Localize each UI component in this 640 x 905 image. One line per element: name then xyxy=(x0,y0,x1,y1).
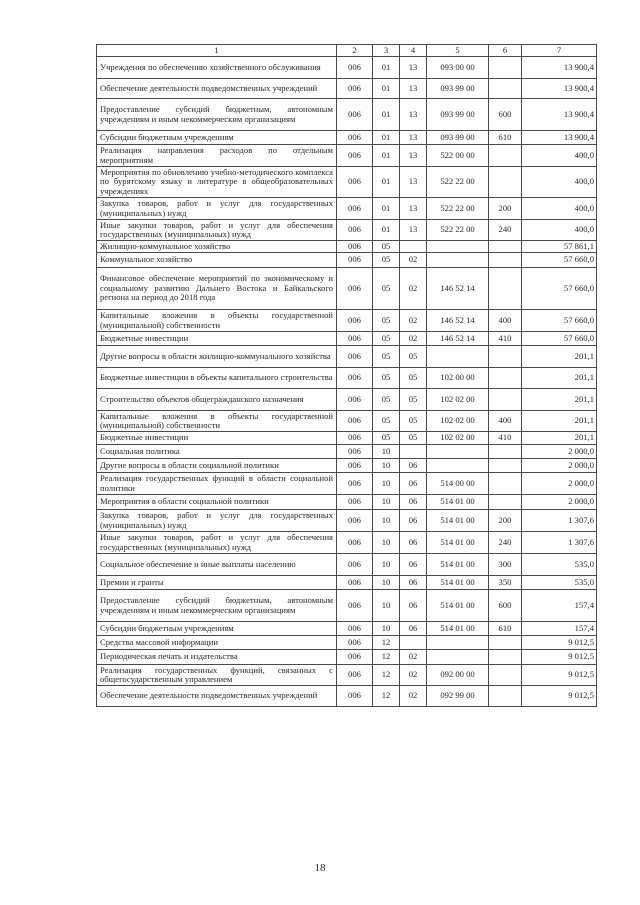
table-row xyxy=(97,432,597,445)
row-amount: 13 900,4 xyxy=(522,131,597,145)
row-subsection: 06 xyxy=(400,495,427,510)
table-row xyxy=(97,253,597,268)
row-expense-type xyxy=(489,253,522,268)
row-target-article: 102 02 00 xyxy=(427,389,489,411)
table-row xyxy=(97,576,597,590)
row-name: Другие вопросы в области жилищно-коммунального хозяйства xyxy=(97,346,337,368)
row-section: 01 xyxy=(373,220,400,241)
row-subsection: 13 xyxy=(400,220,427,241)
row-admin-code: 006 xyxy=(337,622,373,636)
row-subsection: 06 xyxy=(400,590,427,622)
row-expense-type xyxy=(489,145,522,167)
table-row xyxy=(97,145,597,167)
row-name: Бюджетные инвестиции xyxy=(97,432,337,445)
table-row xyxy=(97,131,597,145)
row-name: Учреждения по обеспечению хозяйственного обслуживания xyxy=(97,57,337,79)
row-name: Субсидии бюджетным учреждениям xyxy=(97,131,337,145)
row-amount: 201,1 xyxy=(522,346,597,368)
row-amount: 9 012,5 xyxy=(522,650,597,665)
table-row xyxy=(97,198,597,220)
row-admin-code: 006 xyxy=(337,79,373,99)
row-expense-type: 600 xyxy=(489,99,522,131)
row-section: 01 xyxy=(373,99,400,131)
row-name: Бюджетные инвестиции xyxy=(97,332,337,346)
row-target-article xyxy=(427,459,489,473)
row-section: 10 xyxy=(373,495,400,510)
row-expense-type xyxy=(489,495,522,510)
row-admin-code: 006 xyxy=(337,389,373,411)
row-expense-type: 350 xyxy=(489,576,522,590)
row-subsection: 05 xyxy=(400,432,427,445)
header-cell-6: 6 xyxy=(489,45,522,57)
row-target-article: 522 22 00 xyxy=(427,167,489,198)
row-target-article: 146 52 14 xyxy=(427,332,489,346)
row-name: Предоставление субсидий бюджетным, автономным учреждениям и иным некоммерческим организациям xyxy=(97,590,337,622)
row-amount: 57 660,0 xyxy=(522,332,597,346)
row-expense-type xyxy=(489,445,522,459)
header-cell-3: 3 xyxy=(373,45,400,57)
row-section: 05 xyxy=(373,432,400,445)
row-name: Обеспечение деятельности подведомственных учреждений xyxy=(97,686,337,707)
row-admin-code: 006 xyxy=(337,332,373,346)
row-admin-code: 006 xyxy=(337,554,373,576)
table-row xyxy=(97,459,597,473)
row-name: Жилищно-коммунальное хозяйство xyxy=(97,241,337,253)
row-subsection: 06 xyxy=(400,554,427,576)
table-row xyxy=(97,346,597,368)
row-section: 05 xyxy=(373,310,400,332)
table-row xyxy=(97,332,597,346)
row-subsection: 13 xyxy=(400,79,427,99)
row-section: 10 xyxy=(373,459,400,473)
row-target-article: 514 01 00 xyxy=(427,576,489,590)
row-target-article: 093 99 00 xyxy=(427,79,489,99)
row-target-article: 093 99 00 xyxy=(427,99,489,131)
row-admin-code: 006 xyxy=(337,532,373,554)
row-name: Иные закупки товаров, работ и услуг для обеспечения государственных (муниципальных) нужд xyxy=(97,220,337,241)
row-subsection: 02 xyxy=(400,650,427,665)
row-name: Бюджетные инвестиции в объекты капитального строительства xyxy=(97,368,337,389)
row-name: Иные закупки товаров, работ и услуг для обеспечения государственных (муниципальных) нужд xyxy=(97,532,337,554)
row-target-article: 102 02 00 xyxy=(427,411,489,432)
row-name: Коммунальное хозяйство xyxy=(97,253,337,268)
row-section: 12 xyxy=(373,636,400,650)
row-admin-code: 006 xyxy=(337,411,373,432)
row-amount: 201,1 xyxy=(522,389,597,411)
row-amount: 2 000,0 xyxy=(522,473,597,495)
row-subsection: 13 xyxy=(400,145,427,167)
row-target-article xyxy=(427,253,489,268)
page-number: 18 xyxy=(314,862,326,874)
row-admin-code: 006 xyxy=(337,99,373,131)
table-row xyxy=(97,686,597,707)
row-admin-code: 006 xyxy=(337,198,373,220)
row-expense-type xyxy=(489,650,522,665)
table-row xyxy=(97,510,597,532)
row-name: Закупка товаров, работ и услуг для государственных (муниципальных) нужд xyxy=(97,510,337,532)
row-subsection: 02 xyxy=(400,268,427,310)
table-row xyxy=(97,99,597,131)
row-admin-code: 006 xyxy=(337,650,373,665)
row-expense-type xyxy=(489,268,522,310)
table-row xyxy=(97,411,597,432)
row-expense-type: 300 xyxy=(489,554,522,576)
table-row xyxy=(97,473,597,495)
table-row xyxy=(97,220,597,241)
row-expense-type: 610 xyxy=(489,131,522,145)
row-expense-type: 400 xyxy=(489,411,522,432)
row-subsection: 06 xyxy=(400,532,427,554)
row-target-article: 146 52 14 xyxy=(427,310,489,332)
row-subsection xyxy=(400,445,427,459)
row-target-article: 514 01 00 xyxy=(427,554,489,576)
header-cell-4: 4 xyxy=(400,45,427,57)
table-row xyxy=(97,57,597,79)
row-name: Мероприятия в области социальной политики xyxy=(97,495,337,510)
row-section: 01 xyxy=(373,198,400,220)
row-subsection: 13 xyxy=(400,198,427,220)
row-section: 05 xyxy=(373,253,400,268)
row-name: Финансовое обеспечение мероприятий по экономическому и социальному развитию Дальнего Востока и Байкальского региона на период до 2018 года xyxy=(97,268,337,310)
row-section: 05 xyxy=(373,368,400,389)
row-section: 01 xyxy=(373,57,400,79)
row-target-article xyxy=(427,346,489,368)
table-row xyxy=(97,167,597,198)
row-name: Реализация государственных функций, связанных с общегосударственным управлением xyxy=(97,665,337,686)
row-amount: 400,0 xyxy=(522,145,597,167)
row-admin-code: 006 xyxy=(337,665,373,686)
row-expense-type xyxy=(489,665,522,686)
row-name: Премии и гранты xyxy=(97,576,337,590)
row-subsection: 06 xyxy=(400,510,427,532)
row-section: 05 xyxy=(373,411,400,432)
row-admin-code: 006 xyxy=(337,145,373,167)
table-row xyxy=(97,650,597,665)
row-admin-code: 006 xyxy=(337,368,373,389)
row-section: 10 xyxy=(373,445,400,459)
table-row xyxy=(97,368,597,389)
row-expense-type: 410 xyxy=(489,332,522,346)
row-target-article: 514 01 00 xyxy=(427,532,489,554)
row-admin-code: 006 xyxy=(337,473,373,495)
row-section: 05 xyxy=(373,332,400,346)
row-section: 10 xyxy=(373,622,400,636)
row-expense-type: 600 xyxy=(489,590,522,622)
row-target-article: 522 22 00 xyxy=(427,220,489,241)
row-amount: 13 900,4 xyxy=(522,79,597,99)
row-expense-type: 240 xyxy=(489,532,522,554)
row-subsection: 13 xyxy=(400,57,427,79)
row-amount: 201,1 xyxy=(522,432,597,445)
row-subsection: 02 xyxy=(400,310,427,332)
row-admin-code: 006 xyxy=(337,590,373,622)
row-target-article: 092 00 00 xyxy=(427,665,489,686)
row-section: 10 xyxy=(373,473,400,495)
header-cell-2: 2 xyxy=(337,45,373,57)
row-name: Социальное обеспечение и иные выплаты населению xyxy=(97,554,337,576)
row-amount: 201,1 xyxy=(522,368,597,389)
row-amount: 2 000,0 xyxy=(522,459,597,473)
row-amount: 157,4 xyxy=(522,590,597,622)
table-header-row xyxy=(97,45,597,57)
row-amount: 1 307,6 xyxy=(522,510,597,532)
row-section: 12 xyxy=(373,665,400,686)
row-subsection: 02 xyxy=(400,332,427,346)
row-amount: 9 012,5 xyxy=(522,686,597,707)
row-expense-type xyxy=(489,241,522,253)
row-name: Реализация направления расходов по отдельным мероприятиям xyxy=(97,145,337,167)
row-admin-code: 006 xyxy=(337,253,373,268)
table-row xyxy=(97,241,597,253)
row-section: 05 xyxy=(373,241,400,253)
row-subsection: 06 xyxy=(400,459,427,473)
row-name: Капитальные вложения в объекты государственной (муниципальной) собственности xyxy=(97,310,337,332)
row-target-article: 514 01 00 xyxy=(427,622,489,636)
row-target-article: 514 01 00 xyxy=(427,495,489,510)
table-row xyxy=(97,532,597,554)
row-name: Другие вопросы в области социальной политики xyxy=(97,459,337,473)
row-admin-code: 006 xyxy=(337,445,373,459)
row-subsection: 05 xyxy=(400,389,427,411)
row-target-article: 522 22 00 xyxy=(427,198,489,220)
row-section: 05 xyxy=(373,389,400,411)
row-target-article: 514 01 00 xyxy=(427,590,489,622)
row-amount: 57 660,0 xyxy=(522,253,597,268)
row-section: 12 xyxy=(373,650,400,665)
row-expense-type: 610 xyxy=(489,622,522,636)
row-expense-type xyxy=(489,389,522,411)
row-section: 10 xyxy=(373,554,400,576)
row-amount: 57 660,0 xyxy=(522,310,597,332)
row-name: Капитальные вложения в объекты государственной (муниципальной) собственности xyxy=(97,411,337,432)
row-section: 10 xyxy=(373,532,400,554)
row-amount: 57 660,0 xyxy=(522,268,597,310)
row-name: Субсидии бюджетным учреждениям xyxy=(97,622,337,636)
row-subsection xyxy=(400,636,427,650)
row-expense-type xyxy=(489,686,522,707)
row-admin-code: 006 xyxy=(337,310,373,332)
table-row xyxy=(97,389,597,411)
row-admin-code: 006 xyxy=(337,510,373,532)
row-subsection xyxy=(400,241,427,253)
row-expense-type xyxy=(489,368,522,389)
row-amount: 2 000,0 xyxy=(522,495,597,510)
row-target-article: 093 00 00 xyxy=(427,57,489,79)
row-expense-type xyxy=(489,459,522,473)
table-row xyxy=(97,445,597,459)
row-amount: 13 900,4 xyxy=(522,99,597,131)
row-expense-type: 410 xyxy=(489,432,522,445)
row-target-article: 092 99 00 xyxy=(427,686,489,707)
row-amount: 9 012,5 xyxy=(522,665,597,686)
row-name: Реализация государственных функций в области социальной политики xyxy=(97,473,337,495)
row-target-article xyxy=(427,650,489,665)
row-target-article: 102 00 00 xyxy=(427,368,489,389)
row-amount: 201,1 xyxy=(522,411,597,432)
row-admin-code: 006 xyxy=(337,131,373,145)
row-admin-code: 006 xyxy=(337,268,373,310)
row-amount: 57 861,1 xyxy=(522,241,597,253)
row-name: Обеспечение деятельности подведомственных учреждений xyxy=(97,79,337,99)
header-cell-1: 1 xyxy=(97,45,337,57)
row-expense-type xyxy=(489,57,522,79)
budget-table xyxy=(96,44,597,707)
row-admin-code: 006 xyxy=(337,459,373,473)
row-amount: 535,0 xyxy=(522,554,597,576)
table-row xyxy=(97,622,597,636)
table-row xyxy=(97,495,597,510)
row-name: Предоставление субсидий бюджетным, автономным учреждениям и иным некоммерческим организациям xyxy=(97,99,337,131)
row-admin-code: 006 xyxy=(337,495,373,510)
row-subsection: 06 xyxy=(400,473,427,495)
row-amount: 535,0 xyxy=(522,576,597,590)
row-target-article xyxy=(427,241,489,253)
row-subsection: 13 xyxy=(400,167,427,198)
row-section: 05 xyxy=(373,268,400,310)
row-target-article xyxy=(427,636,489,650)
table-row xyxy=(97,310,597,332)
row-expense-type xyxy=(489,79,522,99)
row-admin-code: 006 xyxy=(337,57,373,79)
row-section: 01 xyxy=(373,167,400,198)
row-target-article: 102 02 00 xyxy=(427,432,489,445)
row-subsection: 05 xyxy=(400,346,427,368)
row-amount: 9 012,5 xyxy=(522,636,597,650)
table-row xyxy=(97,665,597,686)
table-row xyxy=(97,554,597,576)
row-subsection: 05 xyxy=(400,368,427,389)
row-subsection: 06 xyxy=(400,622,427,636)
table-row xyxy=(97,590,597,622)
row-amount: 157,4 xyxy=(522,622,597,636)
row-section: 01 xyxy=(373,145,400,167)
row-amount: 400,0 xyxy=(522,167,597,198)
row-name: Средства массовой информации xyxy=(97,636,337,650)
row-subsection: 05 xyxy=(400,411,427,432)
row-target-article xyxy=(427,445,489,459)
table-row xyxy=(97,268,597,310)
row-admin-code: 006 xyxy=(337,576,373,590)
row-section: 12 xyxy=(373,686,400,707)
row-section: 01 xyxy=(373,131,400,145)
row-admin-code: 006 xyxy=(337,636,373,650)
row-name: Социальная политика xyxy=(97,445,337,459)
row-subsection: 06 xyxy=(400,576,427,590)
row-subsection: 13 xyxy=(400,131,427,145)
row-amount: 400,0 xyxy=(522,220,597,241)
row-admin-code: 006 xyxy=(337,220,373,241)
row-expense-type xyxy=(489,636,522,650)
header-cell-5: 5 xyxy=(427,45,489,57)
row-amount: 1 307,6 xyxy=(522,532,597,554)
row-subsection: 13 xyxy=(400,99,427,131)
row-admin-code: 006 xyxy=(337,167,373,198)
row-expense-type: 240 xyxy=(489,220,522,241)
row-section: 01 xyxy=(373,79,400,99)
header-cell-7: 7 xyxy=(522,45,597,57)
row-name: Строительство объектов общегражданского назначения xyxy=(97,389,337,411)
row-subsection: 02 xyxy=(400,253,427,268)
row-admin-code: 006 xyxy=(337,346,373,368)
row-expense-type xyxy=(489,167,522,198)
row-expense-type xyxy=(489,346,522,368)
row-amount: 13 900,4 xyxy=(522,57,597,79)
row-target-article: 093 99 00 xyxy=(427,131,489,145)
row-target-article: 146 52 14 xyxy=(427,268,489,310)
row-expense-type: 200 xyxy=(489,510,522,532)
row-admin-code: 006 xyxy=(337,686,373,707)
row-target-article: 514 00 00 xyxy=(427,473,489,495)
row-expense-type: 200 xyxy=(489,198,522,220)
row-subsection: 02 xyxy=(400,665,427,686)
row-expense-type xyxy=(489,473,522,495)
row-amount: 2 000,0 xyxy=(522,445,597,459)
row-name: Закупка товаров, работ и услуг для государственных (муниципальных) нужд xyxy=(97,198,337,220)
row-admin-code: 006 xyxy=(337,241,373,253)
row-target-article: 522 00 00 xyxy=(427,145,489,167)
row-subsection: 02 xyxy=(400,686,427,707)
row-section: 10 xyxy=(373,590,400,622)
row-section: 10 xyxy=(373,510,400,532)
row-admin-code: 006 xyxy=(337,432,373,445)
row-section: 05 xyxy=(373,346,400,368)
row-target-article: 514 01 00 xyxy=(427,510,489,532)
row-section: 10 xyxy=(373,576,400,590)
row-amount: 400,0 xyxy=(522,198,597,220)
row-name: Периодическая печать и издательства xyxy=(97,650,337,665)
row-name: Мероприятия по обновлению учебно-методического комплекса по бурятскому языку и литературе в общеобразовательных учреждениях xyxy=(97,167,337,198)
table-row xyxy=(97,636,597,650)
row-expense-type: 400 xyxy=(489,310,522,332)
table-row xyxy=(97,79,597,99)
